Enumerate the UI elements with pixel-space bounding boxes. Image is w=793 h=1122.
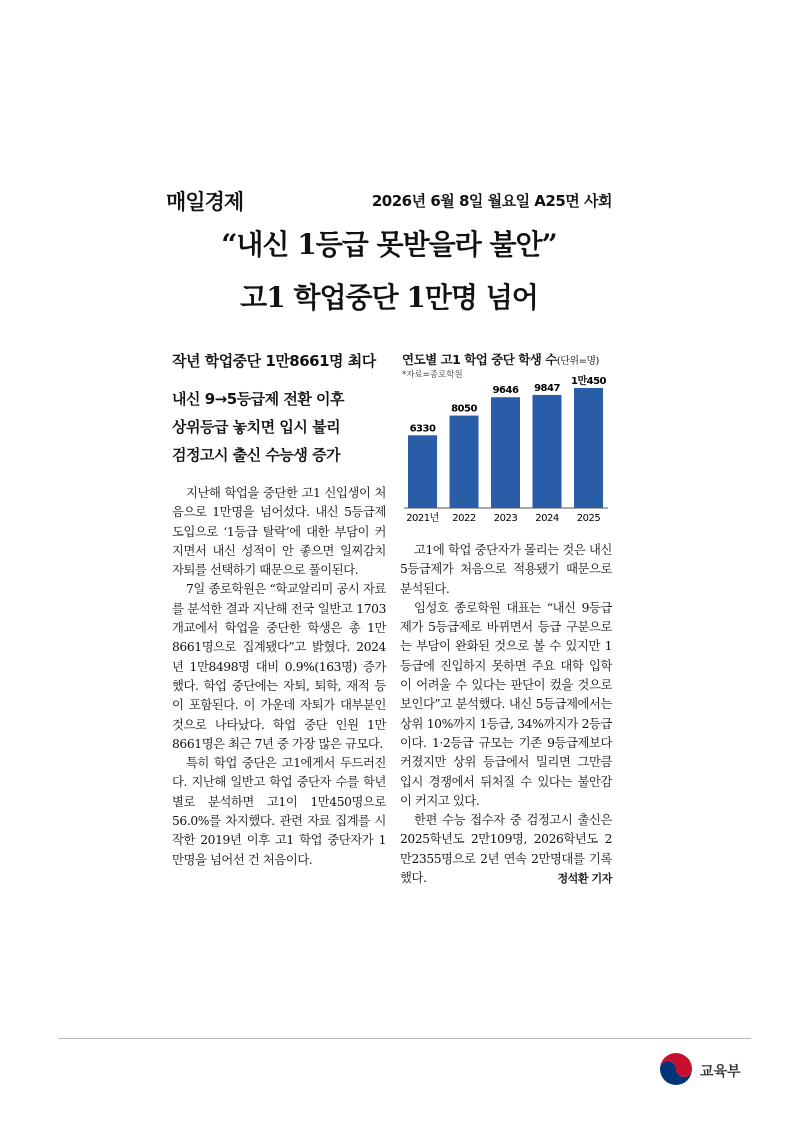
headline-line-1: “내신 1등급 못받을라 불안” [221, 228, 557, 261]
chart-data-label: 6330 [409, 423, 436, 435]
newspaper-name: 매일경제 [166, 190, 244, 214]
chart-category-label: 2022 [452, 513, 476, 524]
subheading-line: 상위등급 놓치면 입시 불리 [172, 418, 341, 436]
chart-bar [533, 395, 562, 508]
chart-data-label: 9646 [492, 385, 519, 397]
chart-source: *자료=종로학원 [402, 370, 463, 380]
headline-line-2: 고1 학업중단 1만명 넘어 [240, 281, 538, 314]
subheading-main: 작년 학업중단 1만8661명 최다 [172, 352, 376, 370]
chart-bar [450, 416, 479, 508]
chart-category-label: 2023 [493, 513, 518, 524]
chart-bar [408, 435, 437, 508]
masthead [166, 186, 612, 216]
article-column-left [172, 484, 386, 870]
chart-data-label: 8050 [451, 403, 477, 415]
chart-canvas [400, 350, 612, 526]
ministry-name: 교육부 [700, 1064, 741, 1080]
article-paragraph: 7일 종로학원은 “학교알리미 공시 자료를 분석한 결과 지난해 전국 일반고 1703개교에서 학업을 중단한 학생은 총 1만8661명으로 집계됐다”고 밝혔다. 2024년 1만8498명 대비 0.9%(163명) 증가했다. 학업 중단에는 자퇴, 퇴학, 재적 등이 포함된다. 이 가운데 자퇴가 대부분인 것으로 나타났다. 학업 중단 인원 1만8661명은 최근 7년 중 가장 많은 규모다. [172, 582, 386, 751]
chart-unit: (단위=명) [556, 356, 599, 367]
chart-bar [491, 397, 520, 508]
subheadings [172, 350, 392, 469]
chart-data-label: 9847 [534, 382, 560, 394]
article-paragraph: 고1에 학업 중단자가 몰리는 것은 내신 5등급제가 처음으로 적용됐기 때문으로 분석된다. [400, 543, 612, 596]
chart-bar [574, 388, 603, 508]
footer-divider [58, 1038, 751, 1039]
chart-category-label: 2024 [535, 513, 559, 524]
chart-category-label: 2025 [576, 513, 601, 524]
article-paragraph-text: 한편 수능 접수자 중 검정고시 출신은 2025학년도 2만109명, 2026학년도 2만2355명으로 2년 연속 2만명대를 기록했다. [400, 813, 612, 886]
ministry-logo [658, 1051, 758, 1087]
byline: 정석환 기자 [557, 872, 612, 886]
chart-data-label: 1만450 [571, 376, 606, 387]
chart-title-text: 연도별 고1 학업 중단 학생 수 [402, 352, 557, 367]
taegeuk-emblem-icon [658, 1051, 694, 1087]
article-paragraph: 지난해 학업을 중단한 고1 신입생이 처음으로 1만명을 넘어섰다. 내신 5등급제 도입으로 ‘1등급 탈락’에 대한 부담이 커지면서 내신 성적이 안 좋으면 일찌감치 자퇴를 선택하기 때문으로 풀이된다. [172, 486, 386, 578]
article-paragraph: 임성호 종로학원 대표는 “내신 9등급제가 5등급제로 바뀌면서 등급 구분으로는 부담이 완화된 것으로 볼 수 있지만 1등급에 진입하지 못하면 주요 대학 입학이 어려울 수 있다는 판단이 컸을 것으로 보인다”고 분석했다. 내신 5등급제에서는 상위 10%까지 1등급, 34%까지가 2등급이다. 1·2등급 규모는 기존 9등급제보다 커졌지만 상위 등급에서 밀리면 그만큼 입시 경쟁에서 뒤처질 수 있다는 불안감이 커지고 있다. [400, 600, 612, 808]
subheading-line: 내신 9→5등급제 전환 이후 [172, 390, 345, 408]
article-column-right [400, 541, 612, 888]
chart-category-label: 2021년 [406, 513, 439, 524]
dropout-bar-chart [400, 350, 612, 526]
dateline: 2026년 6월 8일 월요일 A25면 사회 [371, 192, 612, 210]
article-paragraph [400, 811, 612, 888]
article-paragraph: 특히 학업 중단은 고1에게서 두드러진다. 지난해 일반고 학업 중단자 수를 학년별로 분석하면 고1이 1만450명으로 56.0%를 차지했다. 관련 자료 집계를 시작한 2019년 이후 고1 학업 중단자가 1만명을 넘어선 건 처음이다. [172, 756, 386, 867]
subheading-line: 검정고시 출신 수능생 증가 [172, 446, 341, 464]
